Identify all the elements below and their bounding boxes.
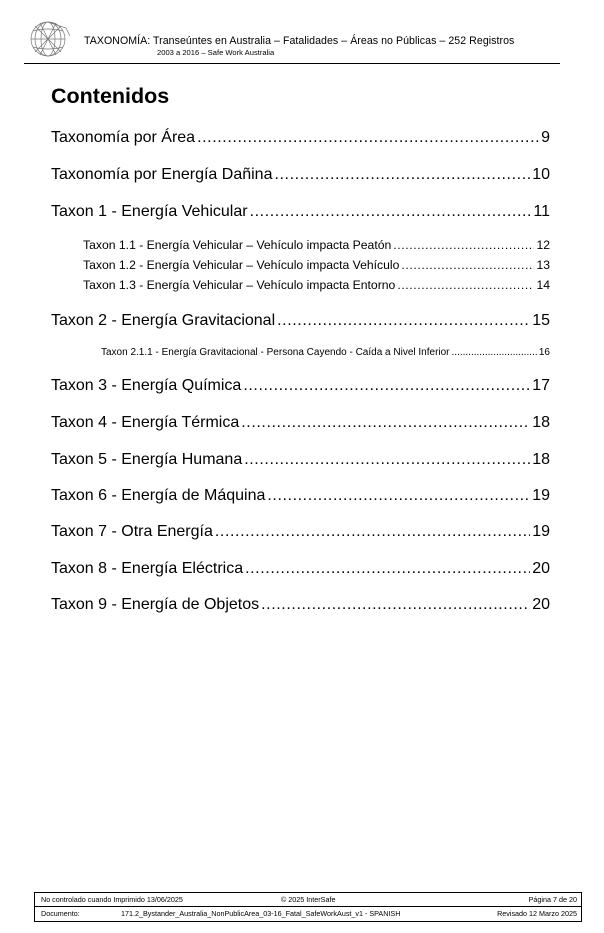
document-name: 171.2_Bystander_Australia_NonPublicArea_03-16_Fatal_SafeWorkAust_v1 - SPANISH <box>121 909 401 918</box>
toc-entry-label: Taxon 9 - Energía de Objetos <box>51 596 260 613</box>
toc-entry-page: 14 <box>536 278 550 292</box>
toc-entry-label: Taxon 5 - Energía Humana <box>51 451 243 468</box>
globe-logo-icon <box>26 18 72 58</box>
toc-leader-dots <box>261 596 530 614</box>
toc-entry[interactable] <box>51 487 550 505</box>
toc-entry[interactable] <box>51 596 550 614</box>
toc-entry-page: 9 <box>541 129 550 146</box>
toc-entry-label: Taxonomía por Energía Dañina <box>51 166 273 183</box>
toc-entry[interactable] <box>101 347 550 358</box>
toc-entry-page: 11 <box>533 203 550 220</box>
revision-date: Revisado 12 Marzo 2025 <box>497 909 577 918</box>
toc-entry-page: 16 <box>538 347 550 358</box>
toc-leader-dots <box>244 451 530 469</box>
page-footer <box>34 892 582 922</box>
toc-leader-dots <box>393 238 534 252</box>
toc-leader-dots <box>245 560 530 578</box>
toc-leader-dots <box>215 523 530 541</box>
toc-entry-page: 18 <box>532 451 550 468</box>
toc-leader-dots <box>397 278 534 292</box>
toc-heading: Contenidos <box>51 84 170 108</box>
toc-entry-page: 12 <box>536 238 550 252</box>
toc-leader-dots <box>267 487 530 505</box>
toc-entry[interactable] <box>51 523 550 541</box>
toc-entry[interactable] <box>51 377 550 395</box>
toc-entry[interactable] <box>51 451 550 469</box>
toc-entry[interactable] <box>83 238 550 252</box>
toc-entry-page: 17 <box>532 377 550 394</box>
toc-entry-label: Taxon 8 - Energía Eléctrica <box>51 560 244 577</box>
toc-entry-label: Taxon 4 - Energía Térmica <box>51 414 240 431</box>
toc-leader-dots <box>241 414 530 432</box>
toc-entry-label: Taxon 2.1.1 - Energía Gravitacional - Persona Cayendo - Caída a Nivel Inferior <box>101 347 450 358</box>
copyright: © 2025 InterSafe <box>281 895 336 904</box>
toc-entry-label: Taxon 2 - Energía Gravitacional <box>51 312 276 329</box>
toc-leader-dots <box>197 129 539 147</box>
toc-entry-label: Taxonomía por Área <box>51 129 196 146</box>
toc-entry-page: 19 <box>532 523 550 540</box>
page-header <box>24 18 560 64</box>
toc-entry[interactable] <box>51 312 550 330</box>
toc-entry-label: Taxon 1.1 - Energía Vehicular – Vehículo impacta Peatón <box>83 238 392 252</box>
toc-entry-page: 19 <box>532 487 550 504</box>
document-subtitle: 2003 a 2016 – Safe Work Australia <box>157 48 275 57</box>
toc-leader-dots <box>452 347 537 358</box>
toc-entry-page: 20 <box>532 596 550 613</box>
toc-entry-page: 13 <box>536 258 550 272</box>
toc-entry-page: 20 <box>532 560 550 577</box>
footer-divider <box>35 906 581 907</box>
toc-leader-dots <box>401 258 534 272</box>
toc-entry[interactable] <box>51 560 550 578</box>
toc-leader-dots <box>274 166 530 184</box>
toc-leader-dots <box>243 377 530 395</box>
toc-entry-page: 10 <box>532 166 550 183</box>
print-notice: No controlado cuando Imprimido 13/06/2025 <box>41 895 183 904</box>
document-title: TAXONOMÍA: Transeúntes en Australia – Fatalidades – Áreas no Públicas – 252 Registros <box>84 35 515 47</box>
toc-entry-label: Taxon 1.2 - Energía Vehicular – Vehículo impacta Vehículo <box>83 258 400 272</box>
toc-entry-label: Taxon 1 - Energía Vehicular <box>51 203 248 220</box>
toc-entry-page: 15 <box>532 312 550 329</box>
toc-entry-label: Taxon 7 - Otra Energía <box>51 523 213 540</box>
toc-entry[interactable] <box>51 414 550 432</box>
toc-leader-dots <box>277 312 530 330</box>
toc-entry[interactable] <box>51 166 550 184</box>
toc-entry-label: Taxon 3 - Energía Química <box>51 377 242 394</box>
toc-leader-dots <box>250 203 532 221</box>
toc-entry-label: Taxon 6 - Energía de Máquina <box>51 487 266 504</box>
page-info: Página 7 de 20 <box>528 895 577 904</box>
toc-entry-page: 18 <box>532 414 550 431</box>
document-label: Documento: <box>41 909 80 918</box>
toc-entry-label: Taxon 1.3 - Energía Vehicular – Vehículo impacta Entorno <box>83 278 396 292</box>
toc-entry[interactable] <box>51 203 550 221</box>
toc-entry[interactable] <box>83 258 550 272</box>
toc-entry[interactable] <box>83 278 550 292</box>
toc-entry[interactable] <box>51 129 550 147</box>
